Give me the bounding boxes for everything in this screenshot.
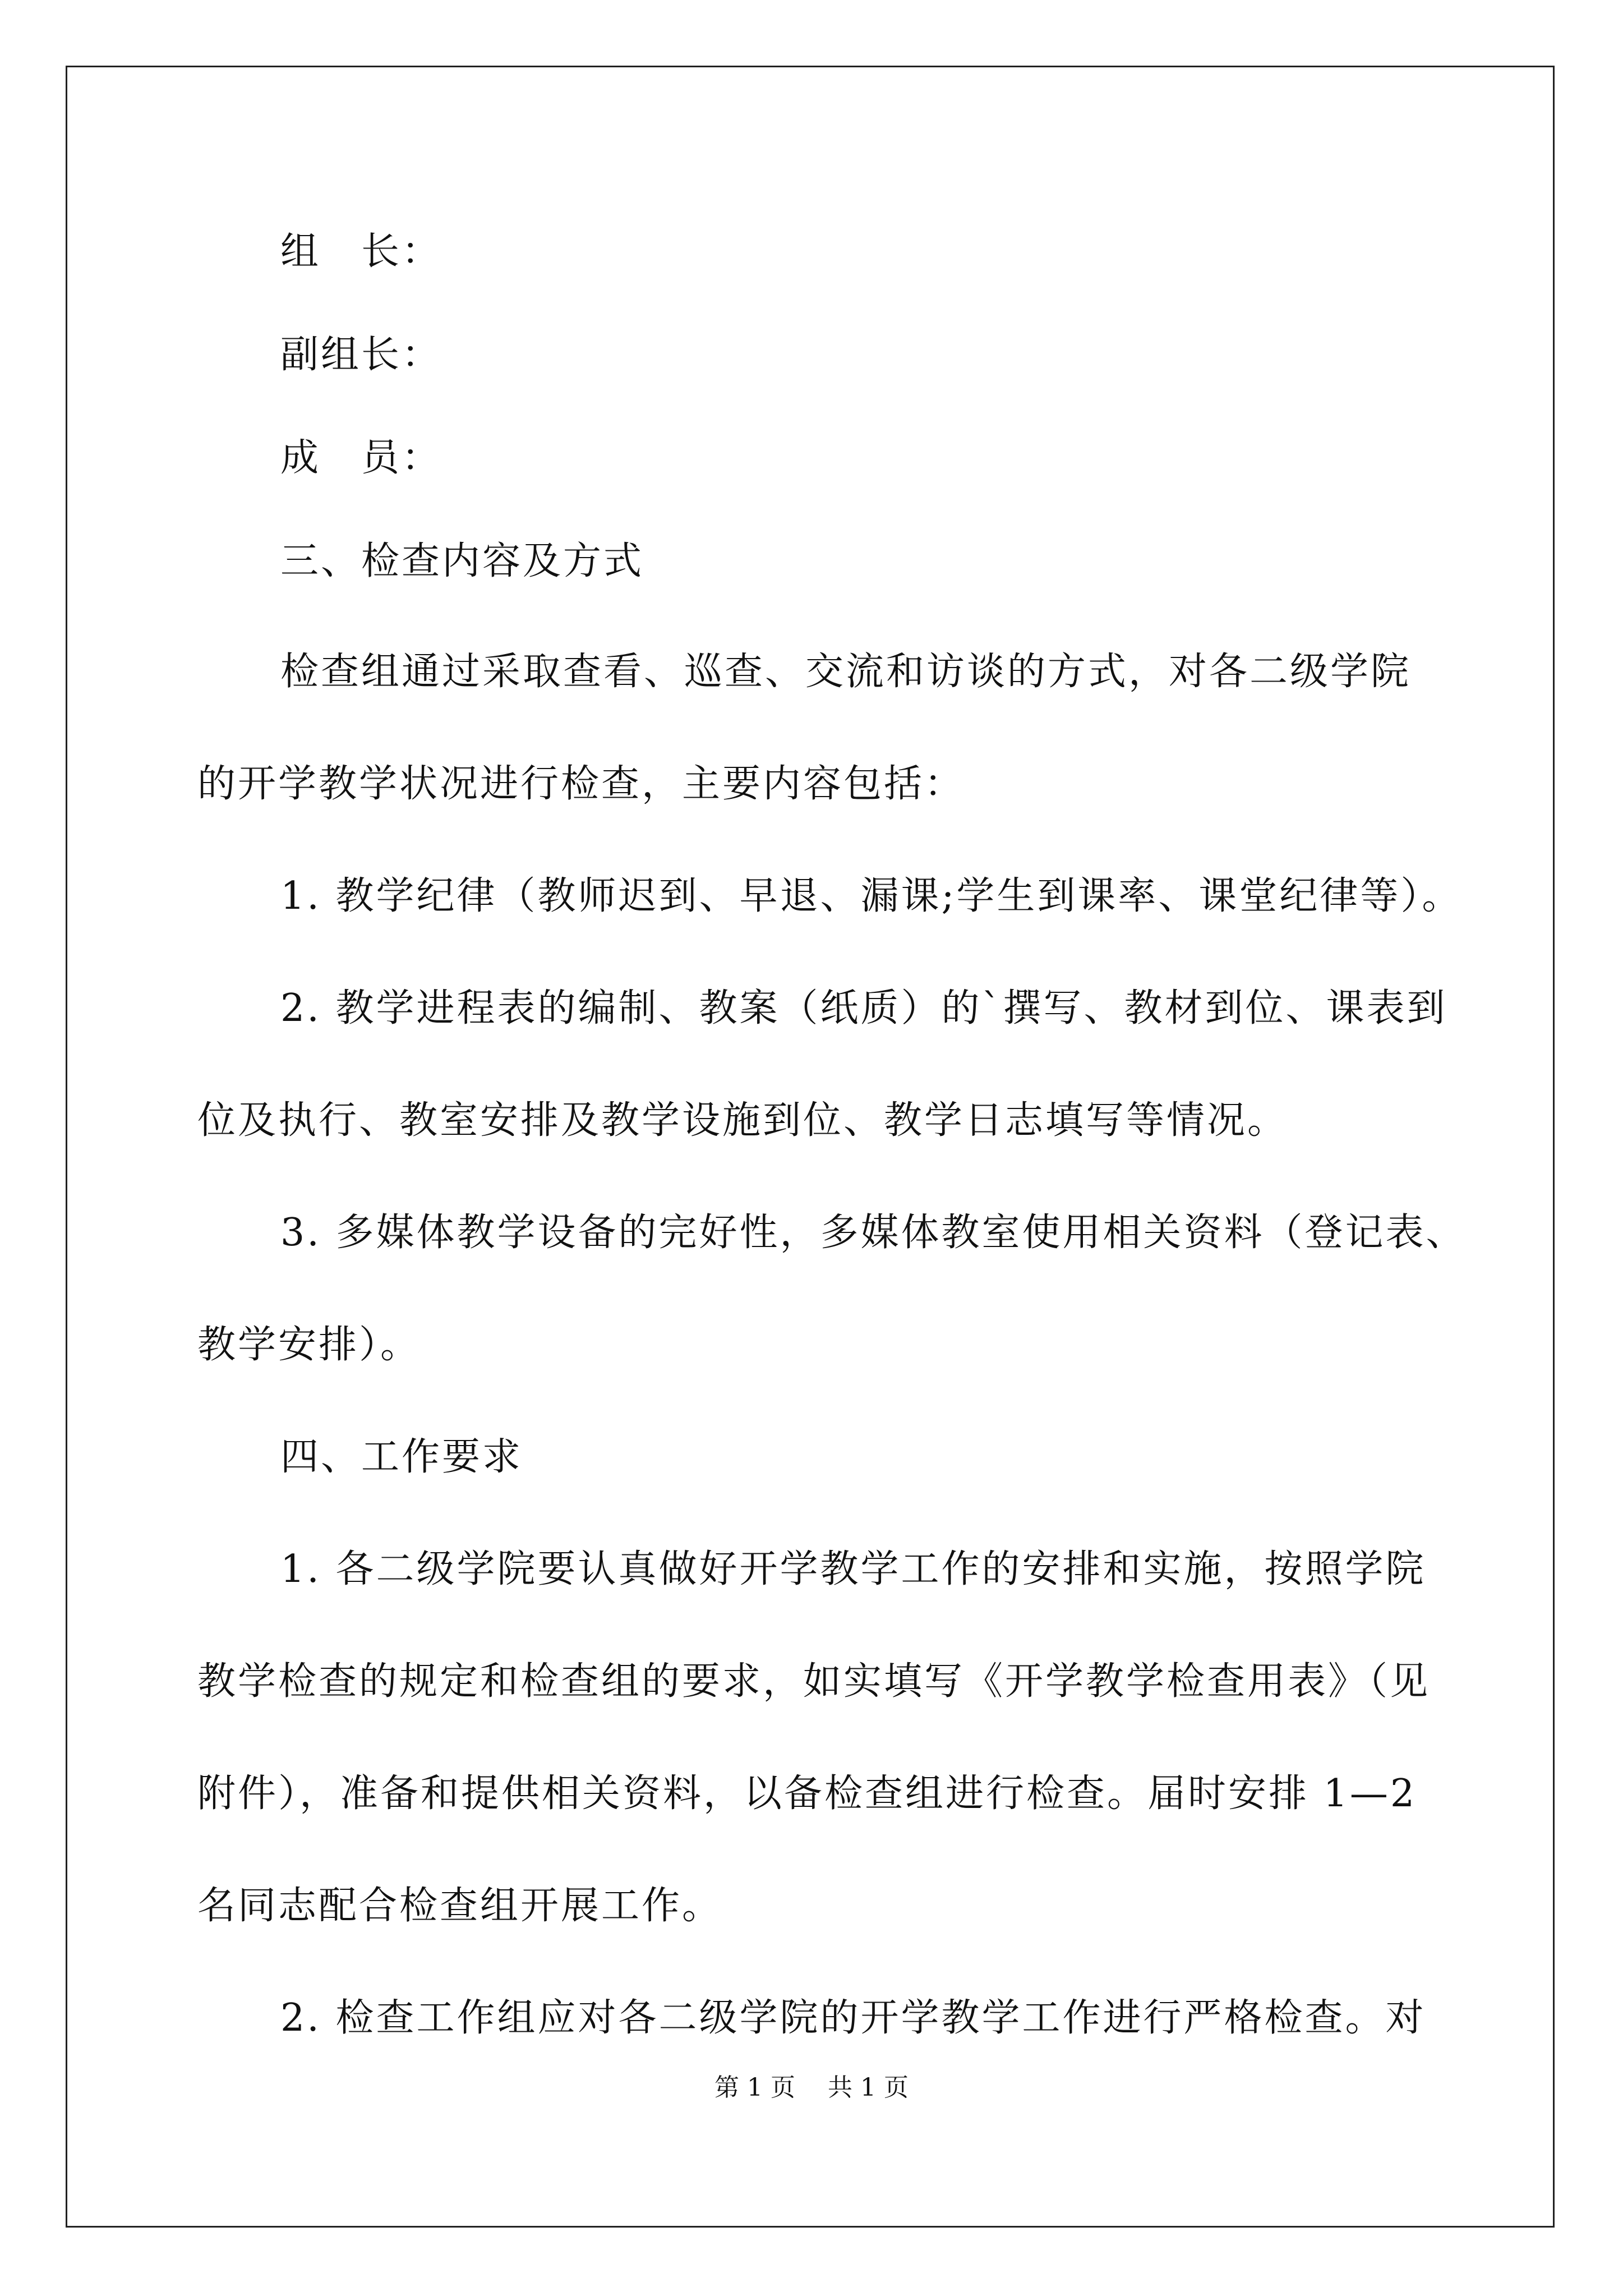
section-heading-requirements: 四、工作要求 (280, 1435, 523, 1479)
paragraph-line: 2. 检查工作组应对各二级学院的开学教学工作进行严格检查。对 (280, 1996, 1426, 2040)
deputy-leader-line: 副组长： (280, 333, 442, 377)
paragraph-line: 附件），准备和提供相关资料，以备检查组进行检查。届时安排 1—2 (197, 1772, 1417, 1816)
paragraph-line: 检查组通过采取查看、巡查、交流和访谈的方式，对各二级学院 (280, 650, 1412, 694)
paragraph-line: 位及执行、教室安排及教学设施到位、教学日志填写等情况。 (197, 1098, 1288, 1143)
section-heading-inspection: 三、检查内容及方式 (280, 539, 644, 583)
leader-line: 组 长： (280, 229, 442, 274)
paragraph-line: 1. 教学纪律（教师迟到、早退、漏课;学生到课率、课堂纪律等）。 (280, 874, 1463, 918)
members-line: 成 员： (280, 436, 442, 480)
paragraph-line: 3. 多媒体教学设备的完好性，多媒体教室使用相关资料（登记表、 (280, 1211, 1467, 1255)
paragraph-line: 名同志配合检查组开展工作。 (197, 1884, 723, 1928)
paragraph-line: 教学检查的规定和检查组的要求，如实填写《开学教学检查用表》（见 (197, 1659, 1431, 1704)
paragraph-line: 教学安排）。 (197, 1323, 421, 1367)
paragraph-line: 1. 各二级学院要认真做好开学教学工作的安排和实施，按照学院 (280, 1547, 1426, 1591)
paragraph-line: 2. 教学进程表的编制、教案（纸质）的`撰写、教材到位、课表到 (280, 986, 1447, 1030)
paragraph-line: 的开学教学状况进行检查，主要内容包括： (197, 762, 965, 806)
page-footer: 第 1 页 共 1 页 (714, 2073, 909, 2102)
